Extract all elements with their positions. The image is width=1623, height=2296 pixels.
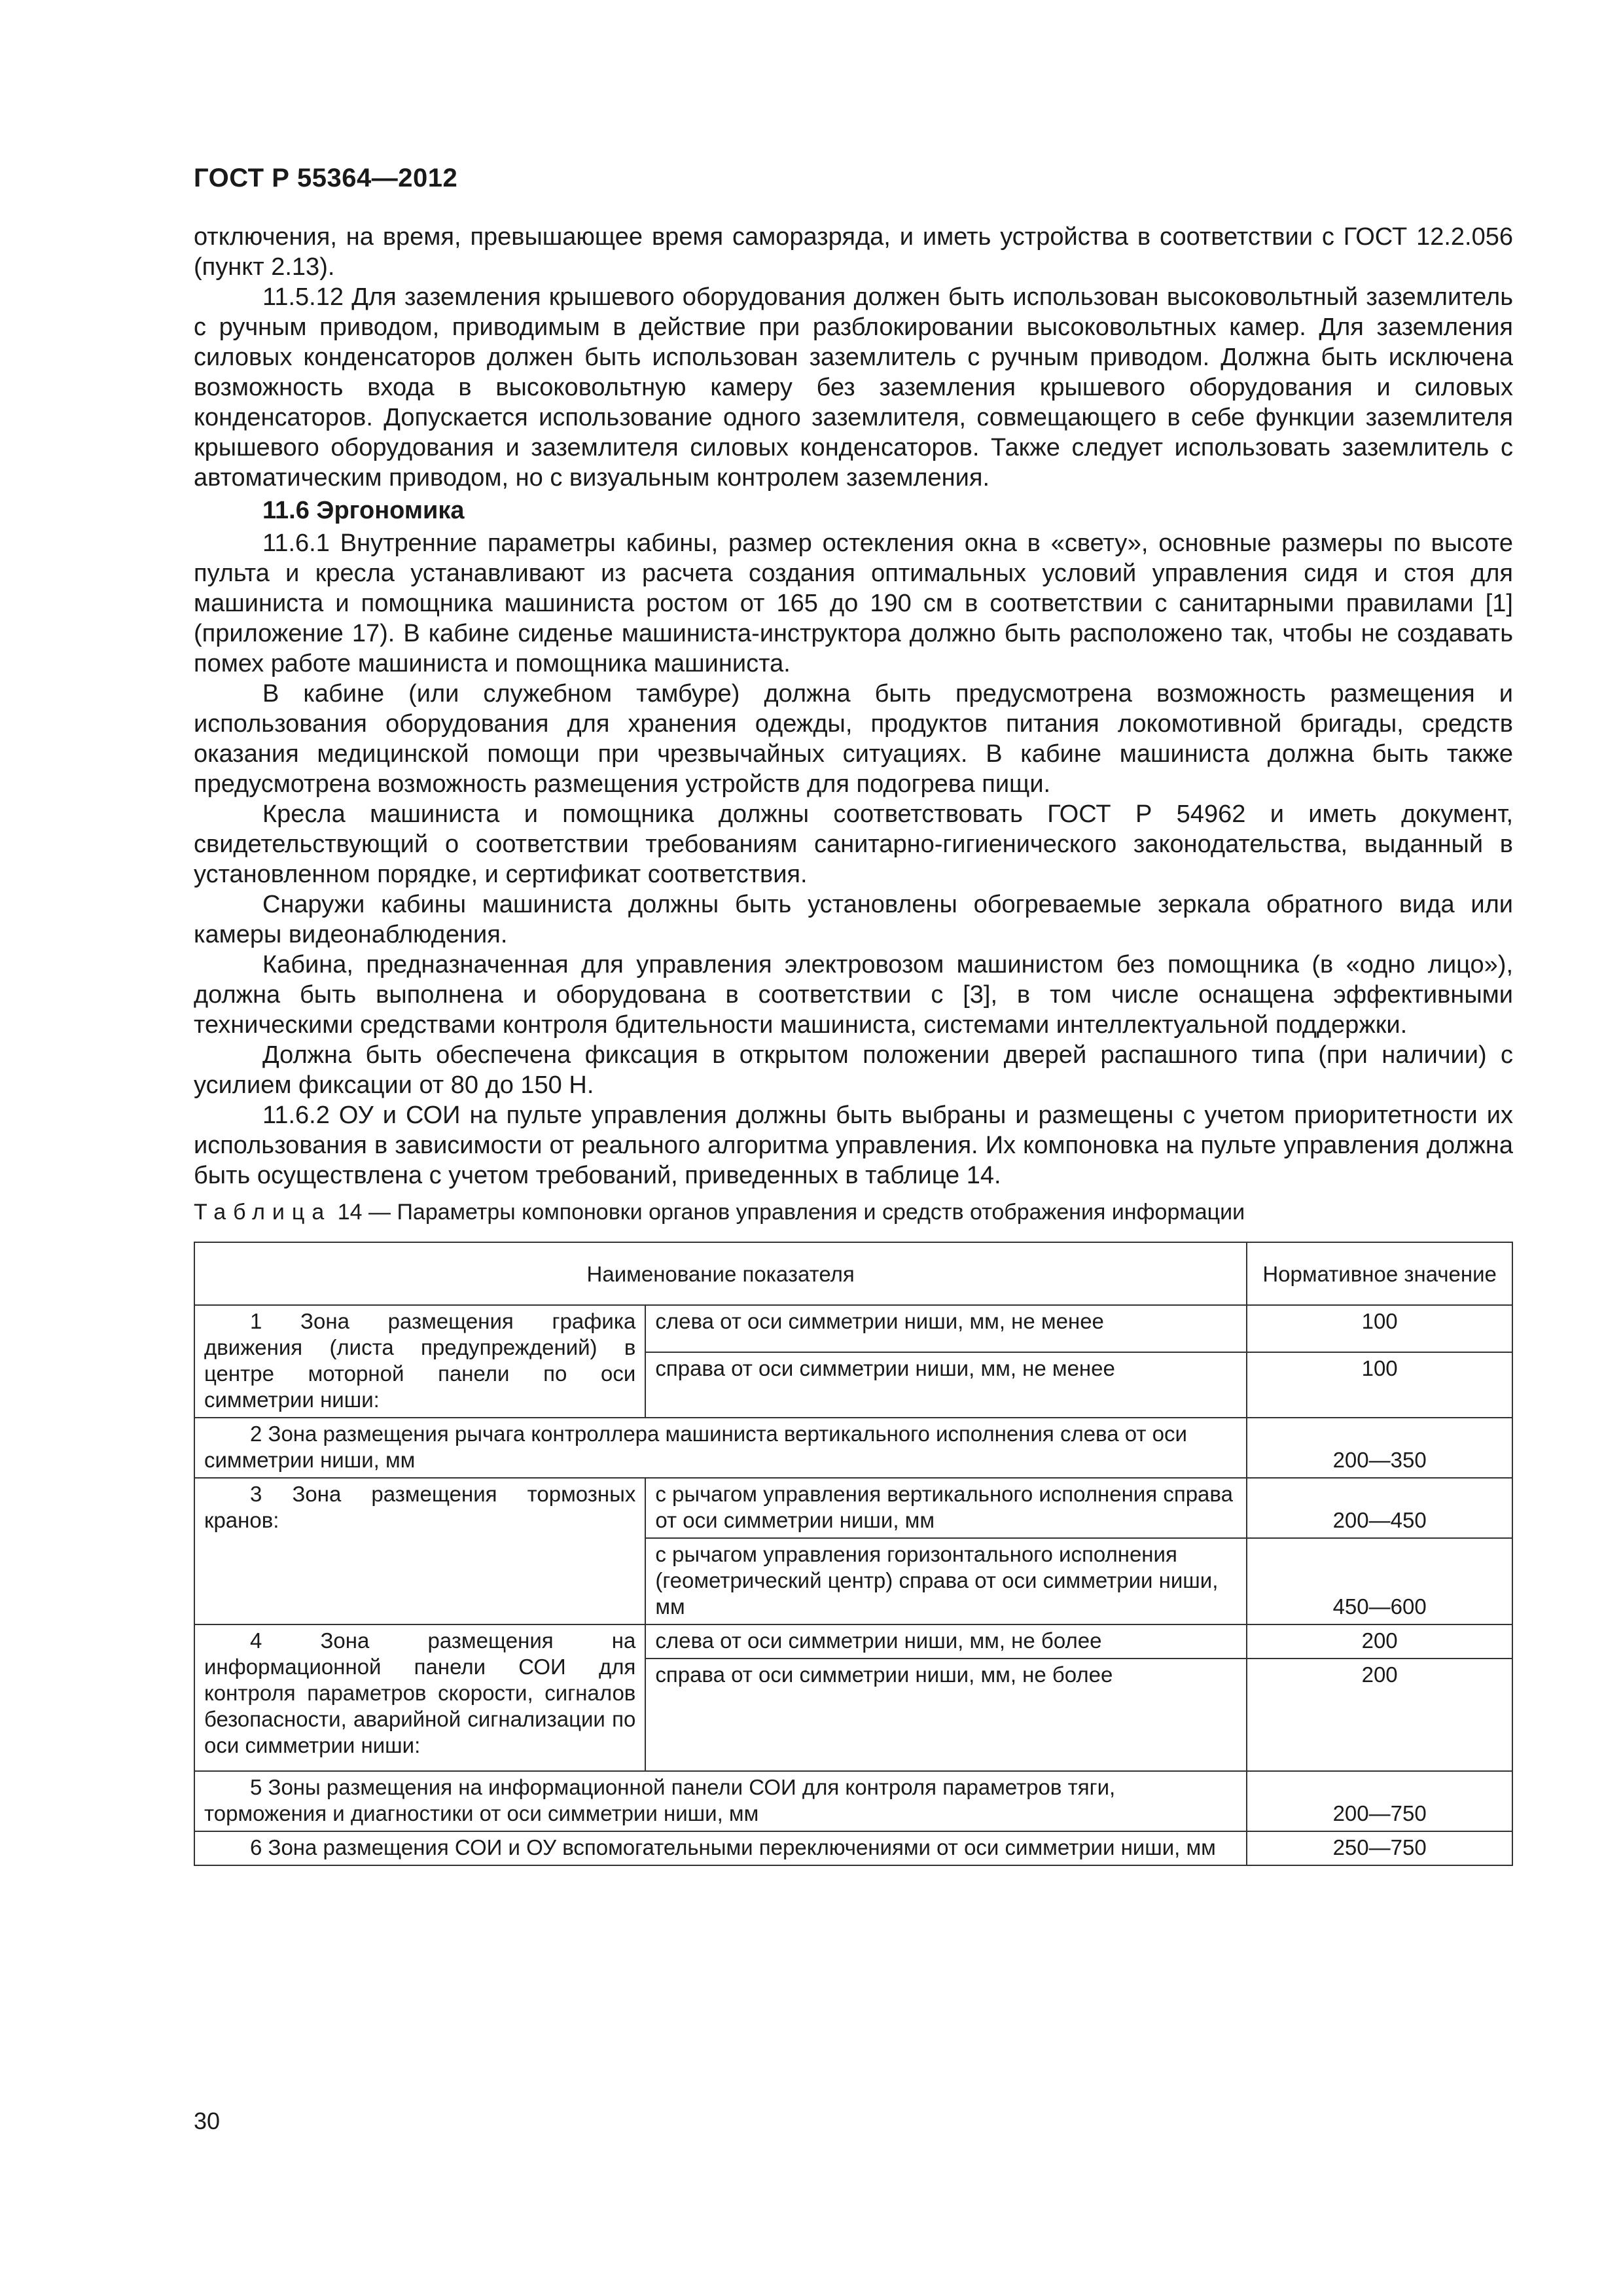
row-name: 4 Зона размещения на информационной панели СОИ для контроля параметров скорости, сигналов безопасности, аварийной сигнализации по оси симметрии ниши: xyxy=(194,1624,645,1771)
table-row xyxy=(194,1418,1512,1478)
row-value: 100 xyxy=(1247,1352,1512,1418)
row-name: 5 Зоны размещения на информационной панели СОИ для контроля параметров тяги, торможения и диагностики от оси симметрии ниши, мм xyxy=(194,1771,1247,1831)
row-name: 2 Зона размещения рычага контроллера машиниста вертикального исполнения слева от оси симметрии ниши, мм xyxy=(194,1418,1247,1478)
paragraph: Должна быть обеспечена фиксация в открытом положении дверей распашного типа (при наличии) с усилием фиксации от 80 до 150 Н. xyxy=(194,1041,1513,1099)
row-subitem: с рычагом управления вертикального исполнения справа от оси симметрии ниши, мм xyxy=(645,1478,1247,1538)
row-name: 1 Зона размещения графика движения (листа предупреждений) в центре моторной панели по оси симметрии ниши: xyxy=(194,1305,645,1418)
row-value: 450—600 xyxy=(1247,1538,1512,1624)
paragraph: 11.6.2 ОУ и СОИ на пульте управления должны быть выбраны и размещены с учетом приоритетности их использования в зависимости от реального алгоритма управления. Их компоновка на пульте управления должна быть осуществлена с учетом требований, приведенных в таблице 14. xyxy=(194,1102,1513,1189)
table-row xyxy=(194,1624,1512,1659)
document-page xyxy=(194,164,1513,1866)
row-value: 200 xyxy=(1247,1659,1512,1771)
table-row xyxy=(194,1831,1512,1865)
row-value: 200—750 xyxy=(1247,1771,1512,1831)
row-subitem: справа от оси симметрии ниши, мм, не менее xyxy=(645,1352,1247,1418)
paragraph: Кабина, предназначенная для управления электровозом машинистом без помощника (в «одно лицо»), должна быть выполнена и оборудована в соответствии с [3], в том числе оснащена эффективными техническими средствами контроля бдительности машиниста, системами интеллектуальной поддержки. xyxy=(194,951,1513,1039)
row-subitem: с рычагом управления горизонтального исполнения (геометрический центр) справа от оси симметрии ниши, мм xyxy=(645,1538,1247,1624)
header-cell: Наименование показателя xyxy=(194,1242,1247,1305)
row-subitem: слева от оси симметрии ниши, мм, не менее xyxy=(645,1305,1247,1352)
row-value: 200 xyxy=(1247,1624,1512,1659)
row-name: 6 Зона размещения СОИ и ОУ вспомогательными переключениями от оси симметрии ниши, мм xyxy=(194,1831,1247,1865)
table-caption-text: 14 — Параметры компоновки органов управления и средств отображения информации xyxy=(337,1200,1245,1225)
table-row xyxy=(194,1478,1512,1538)
row-subitem: справа от оси симметрии ниши, мм, не более xyxy=(645,1659,1247,1771)
paragraph: отключения, на время, превышающее время саморазряда, и иметь устройства в соответствии с ГОСТ 12.2.056 (пункт 2.13). xyxy=(194,223,1513,281)
parameters-table xyxy=(194,1242,1513,1866)
table-header-row xyxy=(194,1242,1512,1305)
header-cell: Нормативное значение xyxy=(1247,1242,1512,1305)
row-subitem: слева от оси симметрии ниши, мм, не более xyxy=(645,1624,1247,1659)
paragraph: Снаружи кабины машиниста должны быть установлены обогреваемые зеркала обратного вида или камеры видеонаблюдения. xyxy=(194,891,1513,948)
table-row xyxy=(194,1305,1512,1352)
paragraph: 11.5.12 Для заземления крышевого оборудования должен быть использован высоковольтный заземлитель с ручным приводом, приводимым в действие при разблокировании высоковольтных камер. Для заземления силовых конденсаторов должен быть использован заземлитель с ручным приводом. Должна быть исключена возможность входа в высоковольтную камеру без заземления крышевого оборудования и силовых конденсаторов. Допускается использование одного заземлителя, совмещающего в себе функции заземлителя крышевого оборудования и заземлителя силовых конденсаторов. Также следует использовать заземлитель с автоматическим приводом, но с визуальным контролем заземления. xyxy=(194,283,1513,492)
paragraph: 11.6.1 Внутренние параметры кабины, размер остекления окна в «свету», основные размеры по высоте пульта и кресла устанавливают из расчета создания оптимальных условий управления сидя и стоя для машиниста и помощника машиниста ростом от 165 до 190 см в соответствии с санитарными правилами [1] (приложение 17). В кабине сиденье машиниста-инструктора должно быть расположено так, чтобы не создавать помех работе машиниста и помощника машиниста. xyxy=(194,529,1513,677)
section-heading: 11.6 Эргономика xyxy=(262,497,465,524)
row-value: 250—750 xyxy=(1247,1831,1512,1865)
row-value: 100 xyxy=(1247,1305,1512,1352)
document-header: ГОСТ Р 55364—2012 xyxy=(194,164,458,192)
row-value: 200—350 xyxy=(1247,1418,1512,1478)
page-number: 30 xyxy=(194,2108,221,2134)
table-caption xyxy=(194,1198,1513,1226)
row-name: 3 Зона размещения тормозных кранов: xyxy=(194,1478,645,1624)
paragraph: Кресла машиниста и помощника должны соответствовать ГОСТ Р 54962 и иметь документ, свидетельствующий о соответствии требованиям санитарно-гигиенического законодательства, выданный в установленном порядке, и сертификат соответствия. xyxy=(194,800,1513,888)
paragraph: В кабине (или служебном тамбуре) должна быть предусмотрена возможность размещения и использования оборудования для хранения одежды, продуктов питания локомотивной бригады, средств оказания медицинской помощи при чрезвычайных ситуациях. В кабине машиниста должна быть также предусмотрена возможность размещения устройств для подогрева пищи. xyxy=(194,680,1513,798)
row-value: 200—450 xyxy=(1247,1478,1512,1538)
table-row xyxy=(194,1771,1512,1831)
table-caption-label: Таблица xyxy=(194,1200,332,1225)
